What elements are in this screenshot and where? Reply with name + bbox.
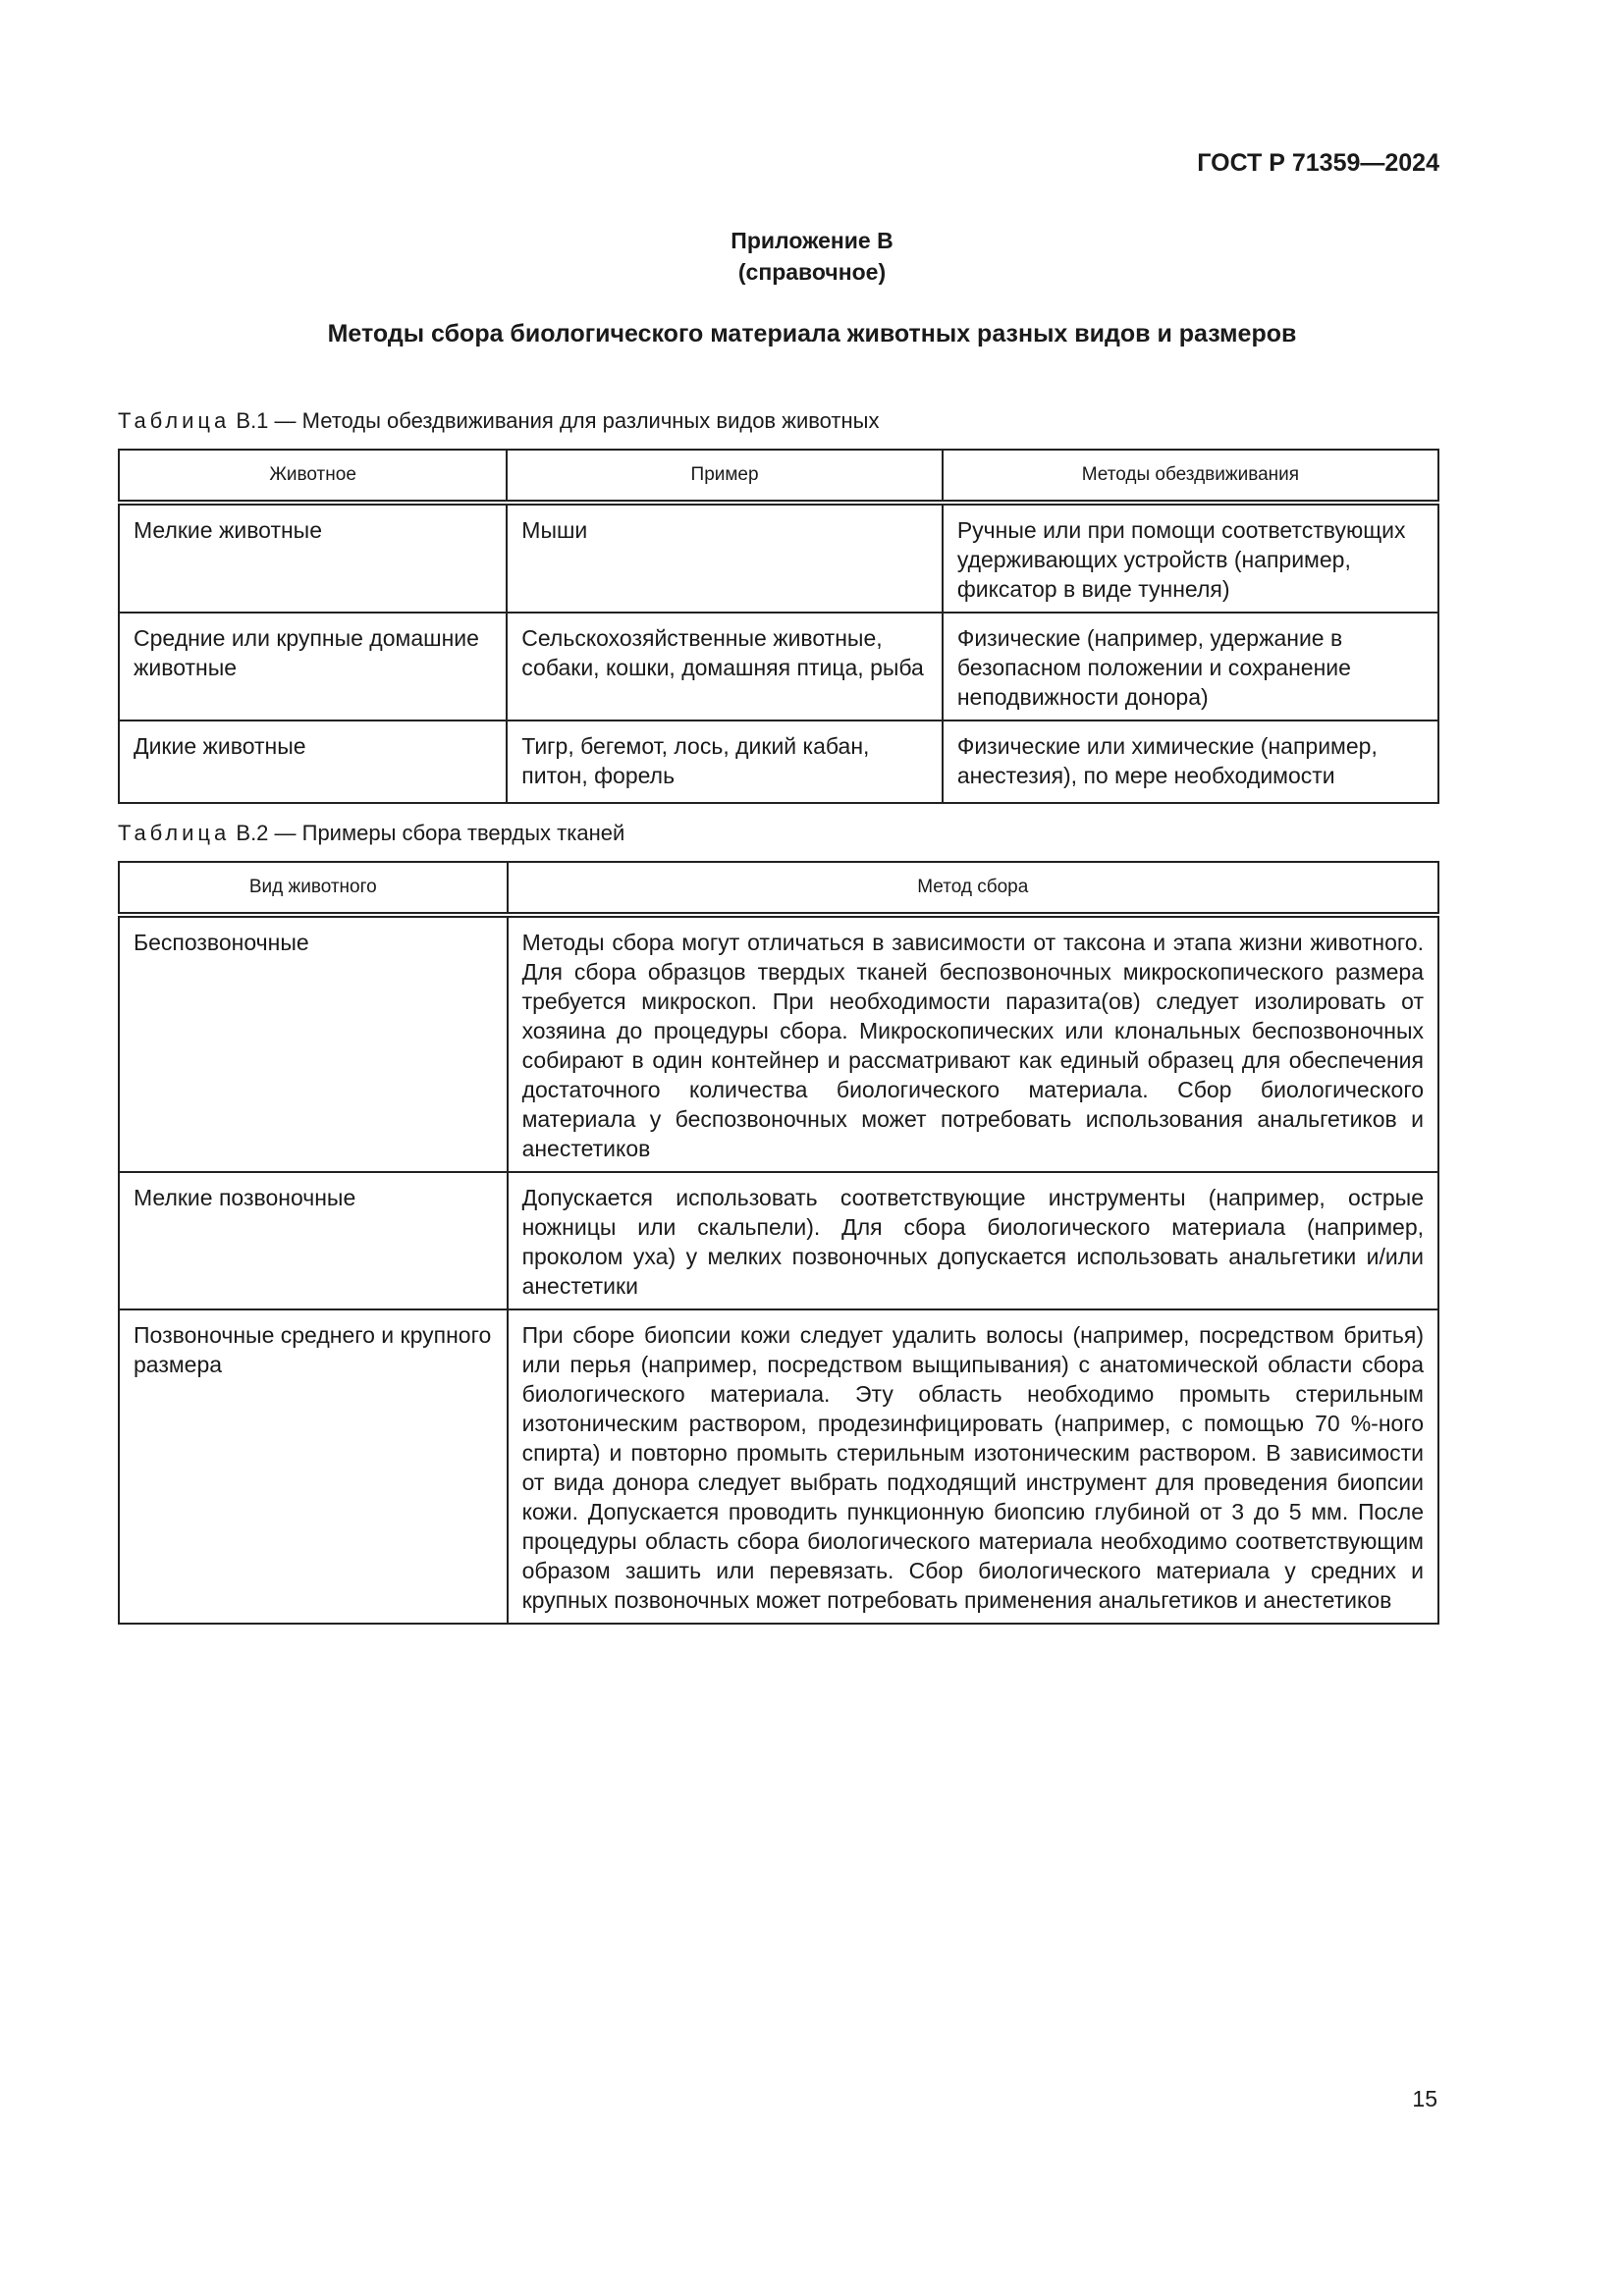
table-row <box>119 721 1438 803</box>
table-cell: Тигр, бегемот, лось, дикий кабан, питон, форель <box>507 721 943 803</box>
column-header: Метод сбора <box>508 862 1438 915</box>
column-header: Пример <box>507 450 943 503</box>
caption-prefix: Таблица <box>118 821 231 845</box>
table-cell: Мелкие позвоночные <box>119 1172 508 1309</box>
table-cell: Допускается использовать соответствующие инструменты (например, острые ножницы или скальпели). Для сбора биологического материала (например, проколом уха) у мелких позвоночных допускается использовать анальгетики и/или анестетики <box>508 1172 1438 1309</box>
table-cell: Ручные или при помощи соответствующих удерживающих устройств (например, фиксатор в виде туннеля) <box>943 503 1438 613</box>
table-cell: Позвоночные среднего и крупного размера <box>119 1309 508 1624</box>
table-cell: Физические (например, удержание в безопасном положении и сохранение неподвижности донора) <box>943 613 1438 721</box>
section-heading: Методы сбора биологического материала животных разных видов и размеров <box>327 320 1297 347</box>
caption-prefix: Таблица <box>118 408 231 433</box>
table-cell: Методы сбора могут отличаться в зависимости от таксона и этапа жизни животного. Для сбора образцов твердых тканей беспозвоночных микроскопического размера требуется микроскоп. При необходимости паразита(ов) следует изолировать от хозяина до процедуры сбора. Микроскопических или клональных беспозвоночных собирают в один контейнер и рассматривают как единый образец для обеспечения достаточного количества биологического материала. Сбор биологического материала у беспозвоночных может потребовать использования анальгетиков и анестетиков <box>508 915 1438 1172</box>
table-cell: Мелкие животные <box>119 503 507 613</box>
table-row <box>119 1309 1438 1624</box>
table1-caption <box>118 408 879 434</box>
table-row <box>119 503 1438 613</box>
table-row <box>119 613 1438 721</box>
table-cell: Сельскохозяйственные животные, собаки, кошки, домашняя птица, рыба <box>507 613 943 721</box>
immobilization-table <box>118 449 1439 804</box>
table-header-row <box>119 862 1438 915</box>
table-cell: Физические или химические (например, анестезия), по мере необходимости <box>943 721 1438 803</box>
table-cell: Средние или крупные домашние животные <box>119 613 507 721</box>
appendix-title: Приложение В <box>731 228 893 253</box>
table-cell: Дикие животные <box>119 721 507 803</box>
table-row <box>119 1172 1438 1309</box>
table-cell: При сборе биопсии кожи следует удалить волосы (например, посредством бритья) или перья (например, посредством выщипывания) с анатомической области сбора биологического материала. Эту область необходимо промыть стерильным изотоническим раствором, продезинфицировать (например, с помощью 70 %-ного спирта) и повторно промыть стерильным изотоническим раствором. В зависимости от вида донора следует выбрать подходящий инструмент для проведения биопсии кожи. Допускается проводить пункционную биопсию глубиной от 3 до 5 мм. После процедуры область сбора биологического материала необходимо соответствующим образом зашить или перевязать. Сбор биологического материала у средних и крупных позвоночных может потребовать применения анальгетиков и анестетиков <box>508 1309 1438 1624</box>
table2-caption <box>118 821 624 846</box>
column-header: Животное <box>119 450 507 503</box>
caption-text: В.1 — Методы обездвиживания для различных видов животных <box>236 408 880 433</box>
caption-text: В.2 — Примеры сбора твердых тканей <box>236 821 625 845</box>
table-cell: Беспозвоночные <box>119 915 508 1172</box>
tissue-collection-table <box>118 861 1439 1625</box>
appendix-subtitle: (справочное) <box>737 259 887 285</box>
table-row <box>119 915 1438 1172</box>
document-code: ГОСТ Р 71359—2024 <box>1197 149 1439 177</box>
page-number: 15 <box>1412 2086 1437 2111</box>
table-header-row <box>119 450 1438 503</box>
column-header: Методы обездвиживания <box>943 450 1438 503</box>
table-cell: Мыши <box>507 503 943 613</box>
column-header: Вид животного <box>119 862 508 915</box>
